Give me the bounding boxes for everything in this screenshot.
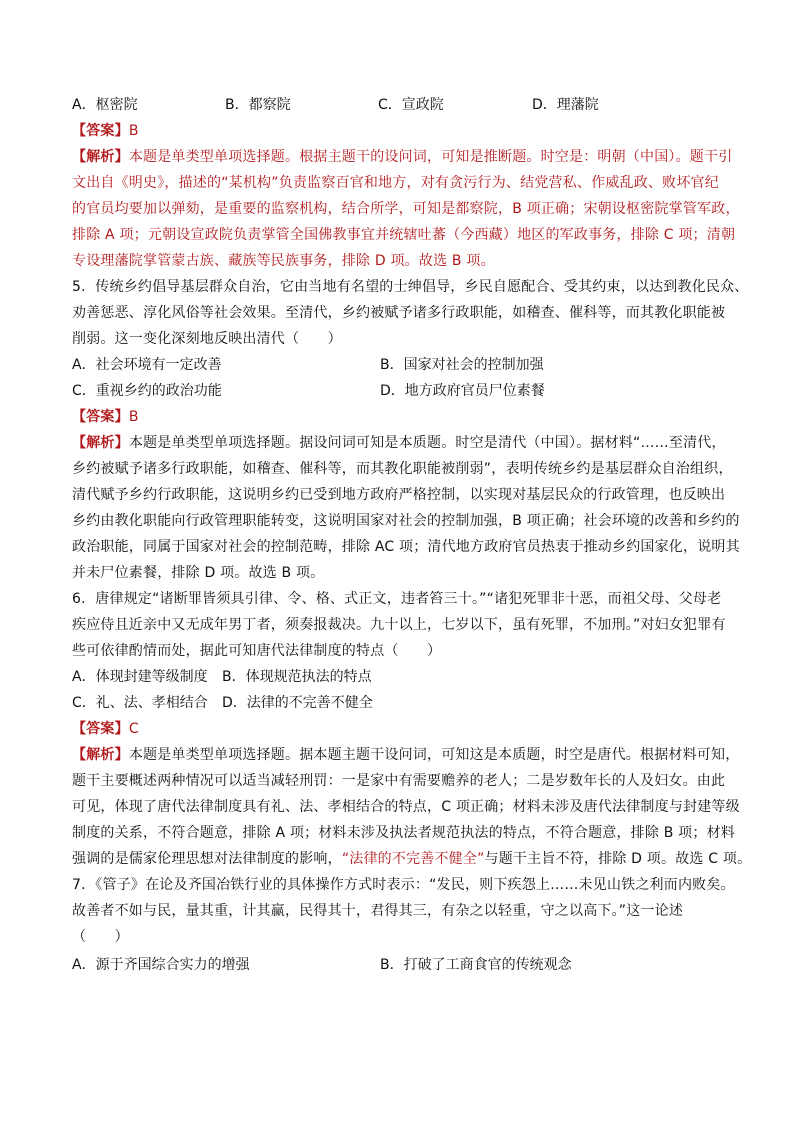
answer-tag: 【答案】: [72, 721, 129, 737]
analysis-text: 文出自《明史》，描述的: [72, 175, 222, 191]
quoted-term: “某机构”: [221, 175, 279, 191]
q4-option-a: A．枢密院: [72, 97, 138, 113]
q7-stem-line: 故善者不如与民，量其重，计其赢，民得其十，君得其三，有杂之以轻重，守之以高下。”这一论述: [72, 903, 684, 919]
q4-answer: [72, 118, 732, 144]
q7-option-b: B．打破了工商食官的传统观念: [380, 957, 572, 973]
analysis-tag: 【解析】: [72, 435, 129, 451]
analysis-text: 与题干主旨不符，排除 D 项。故选 C 项。: [484, 851, 752, 867]
q6-answer: [72, 716, 732, 742]
analysis-text: 本题是单类型单项选择题。据设问词可知是本质题。时空是清代（中国）。据材料“……至清代，: [128, 435, 726, 451]
quoted-term: “法律的不完善不健全”: [341, 851, 485, 867]
q6-analysis-line: 题干主要概述两种情况可以适当减轻刑罚：一是家中有需要赡养的老人；二是岁数年长的人及妇女。由此: [72, 773, 726, 789]
analysis-tag: 【解析】: [72, 149, 129, 165]
q5-analysis-line: 乡约被赋予诸多行政职能，如稽查、催科等，而其教化职能被削弱”，表明传统乡约是基层群众自治组织，: [72, 461, 733, 477]
q5-stem-line: 削弱。这一变化深刻地反映出清代（ ）: [72, 331, 342, 347]
q6-stem-line: 疾应侍且近亲中又无成年男丁者，须奏报裁决。九十以上，七岁以下，虽有死罪，不加刑。”对妇女犯罪有: [72, 617, 726, 633]
q4-analysis-line: 排除 A 项；元朝设宣政院负责掌管全国佛教事宜并统辖吐蕃（今西藏）地区的军政事务，排除 C 项；清朝: [72, 227, 736, 243]
analysis-text: 负责监察百官和地方，对有贪污行为、结党营私、作威乱政、败坏官纪: [278, 175, 719, 191]
q5-analysis-line: 政治职能，同属于国家对社会的控制范畴，排除 AC 项；清代地方政府官员热衷于推动乡约国家化，说明其: [72, 539, 740, 555]
answer-tag: 【答案】: [72, 409, 129, 425]
q7-option-a: A．源于齐国综合实力的增强: [72, 957, 250, 973]
q4-option-c: C．宣政院: [378, 97, 444, 113]
answer-value: B: [128, 409, 139, 425]
answer-tag: 【答案】: [72, 123, 129, 139]
analysis-text: 本题是单类型单项选择题。根据主题干的设问词，可知是推断题。时空是：明朝（中国）。题干引: [128, 149, 733, 165]
q6-option-d: D．法律的不完善不健全: [222, 695, 373, 711]
q5-option-d: D．地方政府官员尸位素餐: [380, 383, 545, 399]
q6-option-a: A．体现封建等级制度: [72, 669, 208, 685]
q5-stem-line: 劝善惩恶、淳化风俗等社会效果。至清代，乡约被赋予诸多行政职能，如稽查、催科等，而其教化职能被: [72, 305, 726, 321]
analysis-text: 强调的是儒家伦理思想对法律制度的影响，: [72, 851, 342, 867]
q6-analysis-line: [72, 742, 740, 768]
q4-analysis-line: [72, 170, 732, 196]
q7-stem-line: （ ）: [72, 929, 129, 945]
q4-analysis-line: 的官员均要加以弹劾，是重要的监察机构，结合所学，可知是都察院，B 项正确；宋朝设枢密院掌管军政，: [72, 201, 740, 217]
q6-analysis-line: [72, 846, 752, 872]
q5-analysis-line: 并未尸位素餐，排除 D 项。故选 B 项。: [72, 565, 325, 581]
q6-option-c: C．礼、法、孝相结合: [72, 695, 208, 711]
answer-value: B: [128, 123, 139, 139]
q4-analysis-line: 专设理藩院掌管蒙古族、藏族等民族事务，排除 D 项。故选 B 项。: [72, 253, 495, 269]
analysis-tag: 【解析】: [72, 747, 129, 763]
q5-answer: [72, 404, 732, 430]
q7-stem-line: 7．《管子》在论及齐国冶铁行业的具体操作方式时表示：“发民，则下疾怨上……未见山铁之利而内败矣。: [72, 877, 735, 893]
q5-option-b: B．国家对社会的控制加强: [380, 357, 544, 373]
q5-option-a: A．社会环境有一定改善: [72, 357, 222, 373]
q6-stem-line: 6．唐律规定“诸断罪皆须具引律、令、格、式正文，违者笞三十。”“诸犯死罪非十恶，而祖父母、父母老: [72, 591, 722, 607]
q6-analysis-line: 制度的关系，不符合题意，排除 A 项；材料未涉及执法者规范执法的特点，不符合题意，排除 B 项；材料: [72, 825, 735, 841]
q5-analysis-line: 清代赋予乡约行政职能，这说明乡约已受到地方政府严格控制，以实现对基层民众的行政管理，也反映出: [72, 487, 726, 503]
q6-option-b: B．体现规范执法的特点: [222, 669, 372, 685]
q4-analysis-line: [72, 144, 732, 170]
q5-option-c: C．重视乡约的政治功能: [72, 383, 222, 399]
analysis-text: 本题是单类型单项选择题。据本题主题干设问词，可知这是本质题，时空是唐代。根据材料可知，: [128, 747, 740, 763]
answer-value: C: [128, 721, 139, 737]
q5-analysis-line: 乡约由教化职能向行政管理职能转变，这说明国家对社会的控制加强，B 项正确；社会环境的改善和乡约的: [72, 513, 740, 529]
q6-stem-line: 些可依律酌情而处，据此可知唐代法律制度的特点（ ）: [72, 643, 442, 659]
q4-option-d: D．理藩院: [532, 97, 599, 113]
q6-analysis-line: 可见，体现了唐代法律制度具有礼、法、孝相结合的特点，C 项正确；材料未涉及唐代法律制度与封建等级: [72, 799, 740, 815]
q4-option-b: B．都察院: [225, 97, 291, 113]
q5-stem-line: 5．传统乡约倡导基层群众自治，它由当地有名望的士绅倡导，乡民自愿配合、受其约束，以达到教化民众、: [72, 279, 749, 295]
q5-analysis-line: [72, 430, 732, 456]
